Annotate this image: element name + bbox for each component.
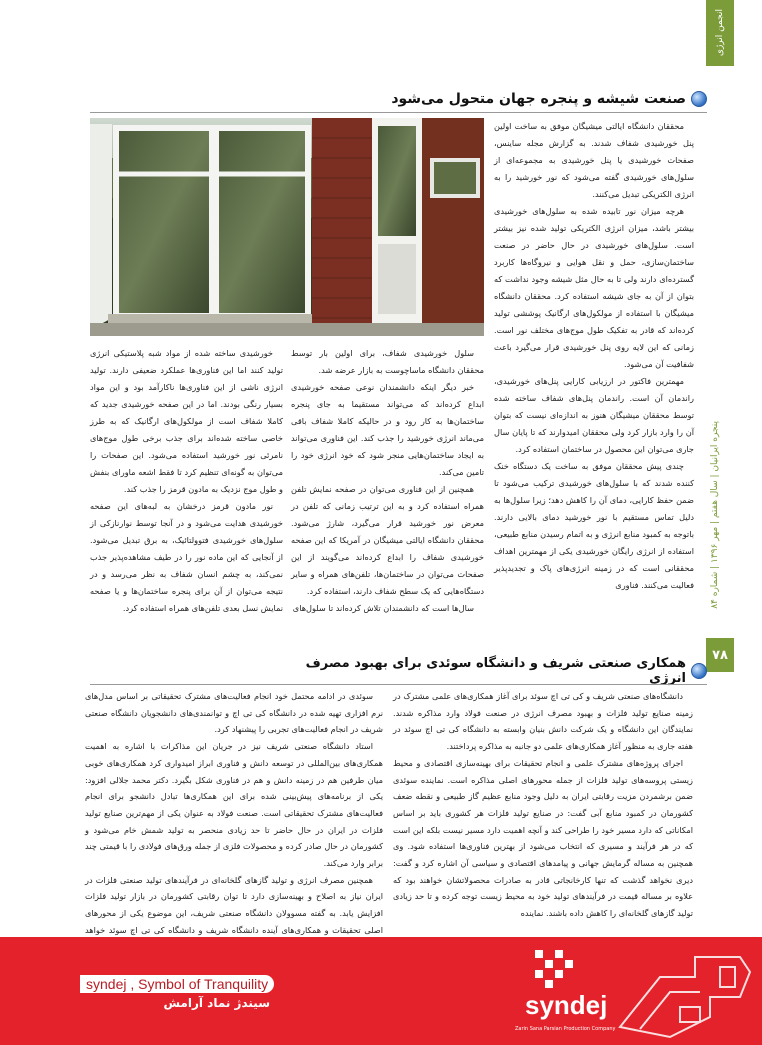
article1-mid-para: سال‌ها است که دانشمندان تلاش کرده‌اند تا سلول‌های (292, 603, 474, 613)
article1-heading (300, 88, 707, 110)
article1-right-para: مهمترین فاکتور در ارزیابی کارایی پنل‌های خورشیدی، راندمان آن است. راندمان پنل‌های شفاف ساخته شده توسط محققان میشیگان هنوز به اندازه‌ای نیست که بتوان آن را وارد بازار کرد ولی محققان امیدوارند که تا پایان سال جاری می‌توان این محصول در ساختمان استفاده کرد. (494, 376, 694, 454)
article2-heading (290, 656, 707, 686)
syndej-mark-icon (515, 946, 625, 996)
slogan (80, 974, 290, 1010)
issue-strip (706, 395, 724, 635)
article2-column-left (85, 688, 383, 933)
article1-right-para: محققان دانشگاه ایالتی میشیگان موفق به ساخت اولین پنل خورشیدی شفاف شدند. به گزارش مجله ساینس، صفحات خورشیدی یا پنل خورشیدی به مجموعه‌ای از سلول‌های خورشیدی گفته می‌شود که نور خورشید را به انرژی الکتریکی تبدیل می‌کنند. (494, 121, 694, 199)
issue-strip-label: پنجره ایرانیان | سال هفتم | مهر ۱۳۹۶ | شماره ۸۴ (710, 421, 720, 609)
article2-column-right (393, 688, 693, 933)
article1-left-para: نور مادون قرمز درخشان به لبه‌های این صفحه خورشیدی هدایت می‌شود و در آنجا توسط نوارنازکی از سلول‌های خورشیدی فتوولتائیک، به برق تبدیل می‌شود. از آنجایی که این ماده نور را در طیف مشاهده‌پذیر جذب نمی‌کند، به چشم انسان شفاف به نظر می‌رسد و در نتیجه می‌توان از آن برای پنجره ساختمان‌ها و یا صفحه نمایش نسل بعدی تلفن‌های همراه استفاده کرد. (90, 501, 283, 613)
article2-right-para: دانشگاه‌های صنعتی شریف و کی تی اچ سوئد برای آغاز همکاری‌های علمی مشترک در زمینه صنایع تولید فلزات و بهبود مصرف انرژی در صنعت فولاد وارد مذاکره شدند. نمایندگان این دانشگاه و یک شرکت دانش بنیان وابسته به دانشگاه کی تی اچ سوئد در هفته جاری به منظور آغاز همکاری‌های علمی دو جانبه به مذاکره پرداختند. (393, 691, 693, 752)
article2-title: همکاری صنعتی شریف و دانشگاه سوئدی برای بهبود مصرف انرژی (305, 656, 686, 686)
article2-left-para: همچنین مصرف انرژی و تولید گازهای گلخانه‌ای در فرآیندهای تولید صنعتی فلزات در ایران نیاز به اصلاح و بهینه‌سازی دارد تا توان رقابتی کشورمان در بازار تولید فلزات افزایش یابد. به گفته مسوولان دانشگاه صنعتی شریف، این موضوع یکی از محورهای اصلی تحقیقات و همکاری‌های آینده دانشگاه شریف و دانشگاه کی تی اچ سوئد خواهد (85, 874, 383, 935)
article1-column-middle (291, 345, 484, 625)
section-tab-label: انجمن انرژی (715, 9, 725, 57)
section-tab (706, 0, 734, 66)
article2-rule (90, 684, 707, 685)
article1-right-para: چندی پیش محققان موفق به ساخت یک دستگاه خنک کننده شدند که با سلول‌های خورشیدی ترکیب می‌شود تا ضمن حفظ کارایی، دمای آن را کاهش دهد؛ زیرا سلول‌ها به دلیل تماس مستقیم با نور خورشید دمای بالایی دارند. باتوجه به کمبود منابع انرژی و به اتمام رسیدن منابع طبیعی، استفاده از انرژی رایگان خورشیدی یکی از مهمترین اهداف محققانی است که در زمینه انرژی‌های پاک و تجدیدپذیر فعالیت می‌کنند. فناوری (494, 461, 694, 590)
article1-left-para: خورشیدی ساخته شده از مواد شبه پلاستیکی انرژی تولید کنند اما این فناوری‌ها عملکرد ضعیفی دارند. تولید انرژی ناشی از این فناوری‌ها ناکارآمد بود و این مواد بسیار رنگی بودند. اما در این صفحه خورشیدی جدید که کاملا شفاف است از مولکول‌های ارگانیک که به طرز خاصی ساخته شده‌اند برای جذب برخی طول موج‌های نامرئی نور خورشید استفاده می‌شود. این صفحات را می‌توان به گونه‌ای تنظیم کرد تا فقط اشعه ماورای بنفش و طول موج نزدیک به مادون قرمز را جذب کند. (90, 348, 283, 494)
article1-mid-para: خبر دیگر اینکه دانشمندان نوعی صفحه خورشیدی ابداع کرده‌اند که می‌تواند مستقیما به جای پنجره ساختمان‌ها به کار رود و در حالیکه کاملا شفاف باقی می‌ماند انرژی خورشید را جذب کند. این فناوری می‌تواند به ایجاد ساختمان‌هایی منجر شود که خود انرژی خود را تامین می‌کند. (291, 382, 484, 477)
globe-bullet-icon (691, 663, 707, 679)
photo-window (90, 118, 484, 336)
globe-bullet-icon (691, 91, 707, 107)
article1-mid-para: سلول خورشیدی شفاف، برای اولین بار توسط محققان دانشگاه ماساچوست به بازار عرضه شد. (291, 348, 484, 375)
window-photo-illustration (90, 118, 484, 336)
article1-column-right (494, 118, 694, 623)
article1-mid-para: همچنین از این فناوری می‌توان در صفحه نمایش تلفن همراه استفاده کرد و به این ترتیب زمانی که تلفن در معرض نور خورشید قرار می‌گیرد، شارژ می‌شود. محققان دانشگاه ایالتی میشیگان در آمریکا که این صفحه خورشیدی شفاف را ابداع کرده‌اند می‌گویند از این صفحات می‌توان در ساختمان‌ها، تلفن‌های همراه و سایر دستگاه‌هایی که یک سطح شفاف دارند، استفاده کرد. (291, 484, 484, 596)
article2-left-para: سوئدی در ادامه محتمل خود انجام فعالیت‌های مشترک تحقیقاتی بر اساس مدل‌های نرم افزاری تهیه شده در دانشگاه کی تی اچ و توانمندی‌های دانشجویان دانشگاه صنعتی شریف در انجام فعالیت‌های تجربی را پیشنهاد کرد. (85, 691, 383, 735)
article2-left-para: استاد دانشگاه صنعتی شریف نیز در جریان این مذاکرات با اشاره به اهمیت همکاری‌های بین‌المللی در توسعه دانش و فناوری ابراز امیدواری کرد همکاری‌های خوبی میان طرفین هم در زمینه دانش و هم در فناوری شکل بگیرد. دکتر محمد جلالی افزود: یکی از برنامه‌های پیش‌بینی شده برای این همکاری‌ها تبادل دانشجو برای انجام فعالیت‌های مشترک تحقیقاتی است. صنعت فولاد به عنوان یکی از مهم‌ترین صنایع تولید فلزات در ایران در حال حاضر تا حد زیادی منحصر به تولید شمش خام می‌شود و کشورمان در حال صادر کرده و محصولات فلزی از جمله ورق‌های فولادی را با قیمتی چند برابر وارد می‌کند. (85, 741, 383, 869)
article1-right-para: هرچه میزان نور تابیده شده به سلول‌های خورشیدی بیشتر باشد، میزان انرژی الکتریکی تولید شده نیز بیشتر است. سلول‌های خورشیدی در حال حاضر در صنعت ساختمان‌سازی، حمل و نقل هوایی و نیروگاه‌ها کاربرد گسترده‌ای دارند ولی تا به حال مثل شیشه وجود نداشت که بتوان از آن به جای شیشه استفاده کرد. محققان دانشگاه میشیگان با استفاده از مولکول‌های ارگانیک پوششی تولید کرده‌اند که قادر به تفکیک طول موج‌های مختلف نور است. زمانی که این لایه روی پنل خورشیدی قرار می‌گیرد باعث شفافیت آن می‌شود. (494, 206, 694, 369)
slogan-persian: سیندژ نماد آرامش (163, 996, 270, 1010)
article1-column-left (90, 345, 283, 625)
article1-title: صنعت شیشه و پنجره جهان متحول می‌شود (391, 91, 686, 107)
article2-right-para: اجرای پروژه‌های مشترک علمی و انجام تحقیقات برای بهینه‌سازی اقتصادی و محیط زیستی پروسه‌های تولید فلزات از جمله محورهای اصلی مذاکره است. نماینده سوئدی ضمن برشمردن مزیت رقابتی ایران به دلیل وجود منابع عظیم گاز طبیعی و نقطه ضعف کشورمان در کمبود منابع آبی گفت: در صنایع تولید فلزات هر کشوری باید بر اساس امکاناتی که دارد مسیر خود را طراحی کند و آنچه اهمیت دارد مسیر نیست بلکه این است که در هر فرآیند و مسیری که انتخاب می‌شود از بهترین فناوری‌ها استفاده شود. وی همچنین به مساله گرمایش جهانی و پیامدهای اقتصادی و سیاسی آن اشاره کرد و گفت: دیری نخواهد گذشت که تنها کارخانجاتی قادر به صادرات محصولاتشان خواهند بود که علاوه بر مساله قیمت در فرآیندهای تولید خود به محیط زیست توجه کرده و تا حد زیادی تولید گازهای گلخانه‌ای را کاهش داده باشند. نماینده (393, 757, 693, 919)
brand-name: syndej (525, 990, 608, 1020)
syndej-logo (515, 946, 625, 1040)
article1-rule (90, 112, 707, 113)
page-number: ۷۸ (706, 638, 734, 672)
brand-subtitle: Zarin Sana Parsian Production Company (515, 1026, 616, 1032)
slogan-english: syndej , Symbol of Tranquility (80, 975, 274, 993)
